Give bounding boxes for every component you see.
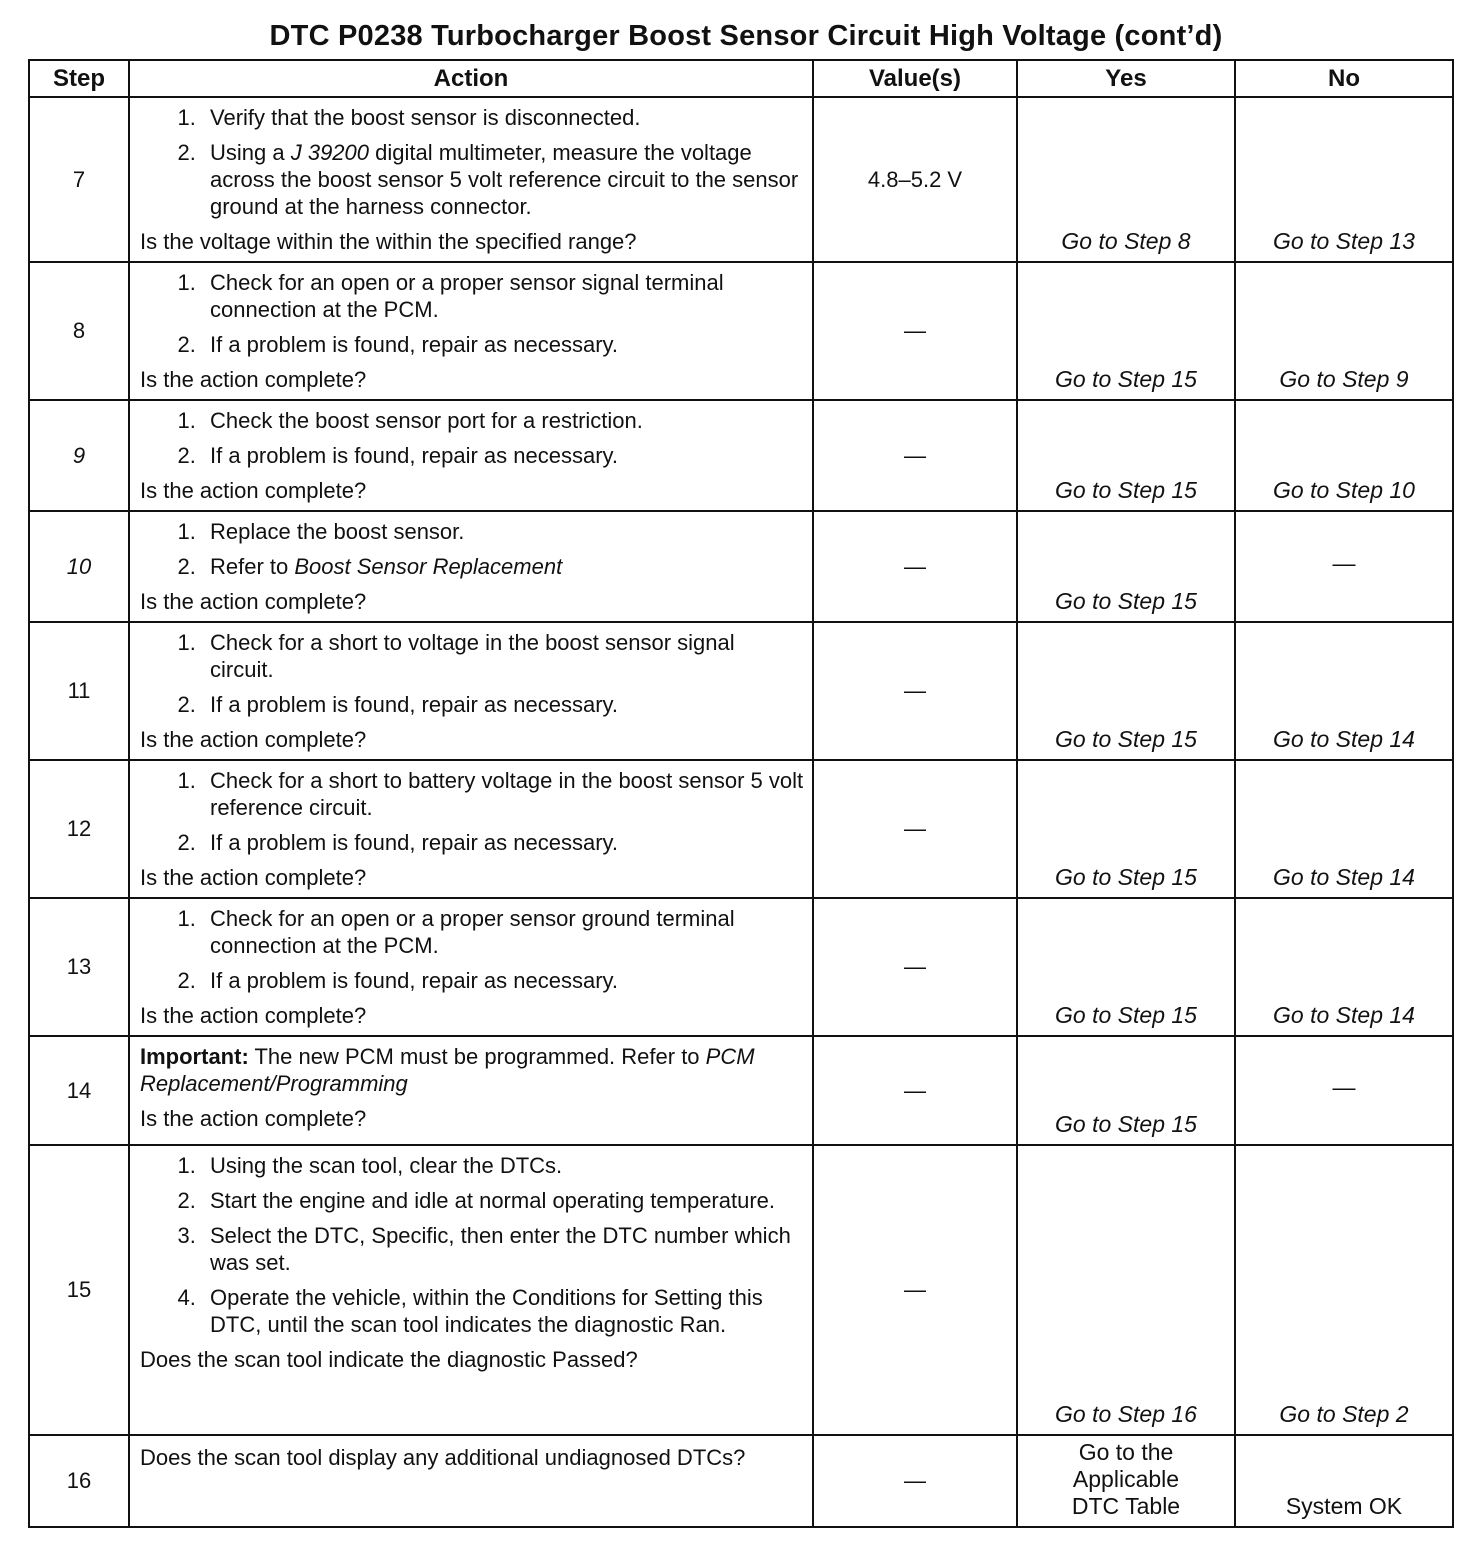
yes-cell [1017,1435,1235,1527]
yes-cell: Go to Step 15 [1017,400,1235,511]
action-cell [129,400,813,511]
step-number: 15 [29,1145,129,1435]
yes-cell: Go to Step 15 [1017,622,1235,760]
header-step: Step [29,60,129,97]
step-number: 10 [29,511,129,622]
action-list [140,905,804,994]
table-row [29,97,1453,262]
header-row [29,60,1453,97]
action-question: Is the action complete? [140,1106,367,1131]
step-number: 13 [29,898,129,1036]
action-cell [129,760,813,898]
action-cell [129,622,813,760]
header-no: No [1235,60,1453,97]
yes-cell: Go to Step 15 [1017,511,1235,622]
list-item: 1. Check for an open or a proper sensor signal terminal connection at the PCM. [202,269,804,323]
action-cell [129,511,813,622]
document-reference: Boost Sensor Replacement [294,554,563,579]
list-item: 1. Check for a short to voltage in the boost sensor signal circuit. [202,629,804,683]
action-question: Is the action complete? [140,1003,367,1028]
list-item: 2. If a problem is found, repair as necessary. [202,442,804,469]
list-item: 1. Check for a short to battery voltage in the boost sensor 5 volt reference circuit. [202,767,804,821]
table-row [29,622,1453,760]
important-label: Important: [140,1044,249,1069]
list-item: 2. Start the engine and idle at normal operating temperature. [202,1187,804,1214]
action-question: Is the action complete? [140,865,367,890]
table-row [29,760,1453,898]
action-cell [129,1145,813,1435]
table-row [29,262,1453,400]
yes-line: DTC Table [1071,1493,1181,1519]
action-question: Is the action complete? [140,727,367,752]
value-cell: — [813,622,1017,760]
list-item: 2. If a problem is found, repair as necessary. [202,691,804,718]
no-cell: Go to Step 14 [1235,760,1453,898]
list-item: 2. Refer to Boost Sensor Replacement [202,553,804,580]
no-cell: Go to Step 14 [1235,622,1453,760]
header-action: Action [129,60,813,97]
yes-cell: Go to Step 8 [1017,97,1235,262]
no-cell: Go to Step 10 [1235,400,1453,511]
value-cell: 4.8–5.2 V [813,97,1017,262]
yes-line: Go to the [1078,1439,1174,1465]
no-cell: Go to Step 2 [1235,1145,1453,1435]
action-question: Is the action complete? [140,589,367,614]
action-list [140,104,804,220]
action-question: Is the voltage within the within the specified range? [140,229,637,254]
yes-cell: Go to Step 15 [1017,760,1235,898]
action-list [140,269,804,358]
action-cell [129,1435,813,1527]
action-cell [129,898,813,1036]
value-cell: — [813,400,1017,511]
yes-cell: Go to Step 16 [1017,1145,1235,1435]
step-number: 14 [29,1036,129,1145]
step-number: 9 [29,400,129,511]
value-cell: — [813,1036,1017,1145]
page-title: DTC P0238 Turbocharger Boost Sensor Circuit High Voltage (cont’d) [269,20,1223,52]
step-number: 8 [29,262,129,400]
table-row [29,1435,1453,1527]
value-cell: — [813,898,1017,1036]
action-question: Does the scan tool indicate the diagnostic Passed? [140,1347,638,1372]
action-list [140,518,804,580]
step-number: 12 [29,760,129,898]
list-item: 1. Using the scan tool, clear the DTCs. [202,1152,804,1179]
value-cell: — [813,1145,1017,1435]
list-item: 1. Check the boost sensor port for a restriction. [202,407,804,434]
header-values: Value(s) [813,60,1017,97]
action-list [140,1152,804,1338]
value-cell: — [813,760,1017,898]
list-item: 1. Check for an open or a proper sensor ground terminal connection at the PCM. [202,905,804,959]
document-reference: PCM Replacement/Programming [140,1044,755,1096]
list-item: 4. Operate the vehicle, within the Conditions for Setting this DTC, until the scan tool indicates the diagnostic Ran. [202,1284,804,1338]
no-cell: — [1235,1036,1453,1145]
no-cell: System OK [1235,1435,1453,1527]
action-question: Does the scan tool display any additional undiagnosed DTCs? [140,1445,746,1470]
list-item: 1. Verify that the boost sensor is disconnected. [202,104,804,131]
value-cell: — [813,262,1017,400]
table-row [29,1145,1453,1435]
list-item: 3. Select the DTC, Specific, then enter the DTC number which was set. [202,1222,804,1276]
yes-line: Applicable [1072,1466,1180,1492]
no-cell: Go to Step 14 [1235,898,1453,1036]
no-cell: Go to Step 13 [1235,97,1453,262]
list-item: 2. If a problem is found, repair as necessary. [202,967,804,994]
tool-reference: J 39200 [290,140,370,165]
action-cell [129,97,813,262]
table-row [29,1036,1453,1145]
no-cell: — [1235,511,1453,622]
yes-cell: Go to Step 15 [1017,898,1235,1036]
action-cell [129,262,813,400]
action-cell [129,1036,813,1145]
list-item: 2. If a problem is found, repair as necessary. [202,331,804,358]
value-cell: — [813,1435,1017,1527]
action-question: Is the action complete? [140,478,367,503]
step-number: 11 [29,622,129,760]
header-yes: Yes [1017,60,1235,97]
table-row [29,511,1453,622]
list-item: 1. Replace the boost sensor. [202,518,804,545]
action-list [140,767,804,856]
list-item: 2. If a problem is found, repair as necessary. [202,829,804,856]
yes-cell: Go to Step 15 [1017,1036,1235,1145]
diagnostic-table [28,59,1454,1528]
action-list [140,629,804,718]
important-note: Important: The new PCM must be programmed. Refer to PCM Replacement/Programming [140,1044,755,1096]
yes-cell: Go to Step 15 [1017,262,1235,400]
table-row [29,400,1453,511]
no-cell: Go to Step 9 [1235,262,1453,400]
action-list [140,407,804,469]
value-cell: — [813,511,1017,622]
step-number: 16 [29,1435,129,1527]
action-question: Is the action complete? [140,367,367,392]
table-row [29,898,1453,1036]
list-item: 2. Using a J 39200 digital multimeter, measure the voltage across the boost sensor 5 volt reference circuit to the sensor ground at the harness connector. [202,139,804,220]
step-number: 7 [29,97,129,262]
